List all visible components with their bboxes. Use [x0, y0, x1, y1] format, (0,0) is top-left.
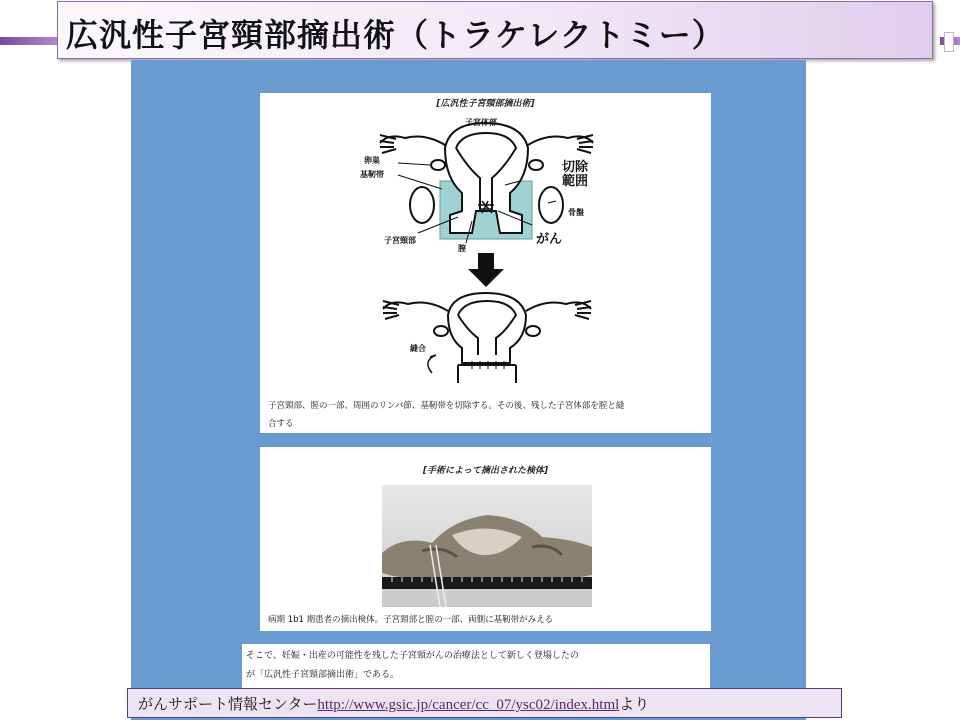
label-ligament: 基靭帯 — [360, 170, 384, 179]
uterus-after — [383, 293, 591, 383]
intro-line1: そこで、妊娠・出産の可能性を残した子宮頸がんの治療法として新しく登場したの — [246, 651, 579, 661]
diagram-card — [260, 93, 711, 433]
source-prefix: がんサポート情報センター — [138, 697, 318, 713]
photo-caption: 病期 1b1 期患者の摘出検体。子宮頸部と膣の一部、両側に基靭帯がみえる — [268, 615, 554, 625]
decorative-bar-left — [0, 37, 60, 45]
photo-heading: [手術によって摘出された検体] — [422, 466, 549, 476]
specimen-photo — [382, 485, 592, 607]
intro-card — [242, 644, 710, 690]
intro-line2: が「広汎性子宮頸部摘出術」である。 — [246, 670, 400, 680]
photo-card — [260, 447, 711, 631]
diagram-description-line1: 子宮頸部、膣の一部、周囲のリンパ節、基靭帯を切除する。その後、残した子宮体部を膣と縫 — [268, 401, 625, 411]
intro-text — [246, 647, 706, 685]
slide-title: 広汎性子宮頸部摘出術（トラケレクトミー） — [66, 16, 725, 54]
diagram-heading: [広汎性子宮頸部摘出術] — [436, 99, 535, 109]
label-cervix: 子宮頸部 — [384, 236, 416, 245]
diagram-description-line2: 合する — [268, 419, 294, 429]
decorative-corner-mark — [944, 32, 954, 52]
down-arrow — [468, 253, 504, 287]
label-uterus-body: 子宮体部 — [465, 118, 497, 127]
source-text — [138, 693, 649, 714]
label-resection-2: 範囲 — [562, 174, 589, 189]
label-pelvis: 骨盤 — [568, 208, 584, 217]
source-suffix: より — [619, 697, 650, 713]
slide-title-box — [57, 1, 933, 59]
label-ovary: 卵巣 — [364, 156, 380, 165]
trachelectomy-diagram — [260, 93, 711, 393]
diagram-description — [268, 397, 698, 433]
source-footer — [127, 688, 842, 718]
label-cancer: がん — [536, 232, 563, 247]
label-resection-1: 切除 — [562, 160, 589, 175]
label-suture: 縫合 — [410, 344, 426, 353]
label-vagina: 膣 — [458, 244, 466, 253]
source-link[interactable]: http://www.gsic.jp/cancer/cc_07/ysc02/index.html — [317, 697, 620, 713]
